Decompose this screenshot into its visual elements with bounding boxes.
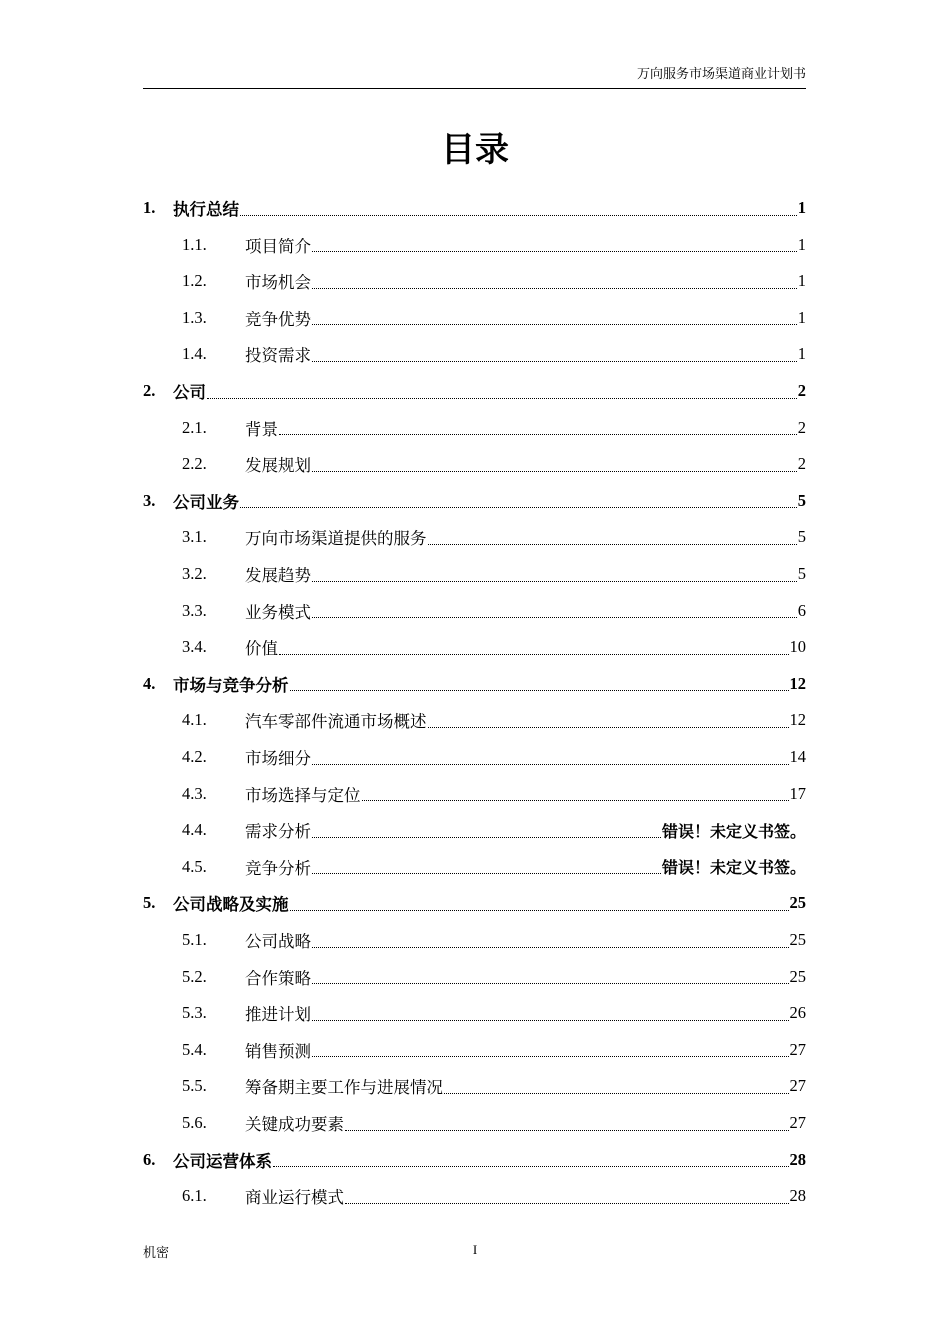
toc-entry-label: 发展规划 [245, 456, 311, 476]
toc-leader-dots [312, 251, 797, 252]
toc-leader-dots [312, 764, 789, 765]
toc-entry-page: 错误！未定义书签。 [661, 821, 806, 841]
toc-leader-dots [290, 910, 789, 911]
toc-leader-dots [312, 471, 797, 472]
toc-entry-page: 25 [789, 893, 806, 913]
toc-entry-label: 投资需求 [245, 346, 311, 366]
toc-entry-page: 1 [797, 307, 806, 327]
toc-entry[interactable] [143, 190, 806, 226]
toc-entry-label: 万向市场渠道提供的服务 [245, 529, 427, 549]
toc-entry-label: 公司战略及实施 [173, 895, 289, 915]
footer-confidential: 机密 [143, 1246, 170, 1261]
toc-entry[interactable] [143, 300, 806, 336]
toc-entry-number: 1.2. [182, 271, 207, 291]
toc-entry-label: 推进计划 [245, 1005, 311, 1025]
toc-entry-label: 市场与竞争分析 [173, 675, 289, 695]
toc-leader-dots [312, 361, 797, 362]
toc-entry-label: 公司业务 [173, 492, 239, 512]
toc-entry[interactable] [143, 410, 806, 446]
toc-entry[interactable] [143, 519, 806, 555]
toc-entry[interactable] [143, 812, 806, 848]
toc-leader-dots [312, 324, 797, 325]
toc-entry[interactable] [143, 556, 806, 592]
toc-entry-number: 3. [143, 490, 156, 510]
toc-entry-page: 5 [797, 490, 806, 510]
toc-entry[interactable] [143, 446, 806, 482]
toc-entry-label: 项目简介 [245, 236, 311, 256]
toc-entry[interactable] [143, 849, 806, 885]
toc-leader-dots [312, 617, 797, 618]
toc-entry-page: 1 [797, 198, 806, 217]
toc-leader-dots [345, 1130, 789, 1131]
toc-entry-page: 26 [789, 1003, 806, 1023]
toc-entry-number: 5.4. [182, 1039, 207, 1059]
toc-entry[interactable] [143, 922, 806, 958]
toc-entry-page: 2 [797, 417, 806, 437]
toc-entry-page: 1 [797, 234, 806, 254]
toc-entry-page: 5 [797, 527, 806, 547]
toc-entry[interactable] [143, 483, 806, 519]
toc-entry-number: 2.2. [182, 454, 207, 474]
toc-entry[interactable] [143, 702, 806, 738]
toc-leader-dots [312, 873, 661, 874]
toc-entry-page: 27 [789, 1076, 806, 1096]
toc-entry-page: 6 [797, 600, 806, 620]
toc-entry-label: 汽车零部件流通市场概述 [245, 712, 427, 732]
toc-entry-page: 25 [789, 930, 806, 949]
toc-entry-label: 发展趋势 [245, 566, 311, 585]
toc-entry-page: 10 [789, 637, 806, 657]
toc-leader-dots [312, 983, 789, 984]
toc-entry[interactable] [143, 666, 806, 702]
toc-leader-dots [312, 947, 789, 948]
toc-entry-label: 公司运营体系 [173, 1151, 272, 1171]
toc-entry-number: 4.1. [182, 710, 207, 730]
toc-entry-label: 市场细分 [245, 749, 311, 768]
toc-entry-label: 需求分析 [245, 822, 311, 842]
toc-entry-label: 市场选择与定位 [245, 785, 361, 805]
toc-entry-page: 28 [789, 1186, 806, 1206]
toc-entry-label: 筹备期主要工作与进展情况 [245, 1078, 443, 1098]
toc-leader-dots [428, 544, 797, 545]
toc-leader-dots [279, 434, 797, 435]
toc-entry[interactable] [143, 336, 806, 372]
header-title: 万向服务市场渠道商业计划书 [636, 67, 806, 82]
toc-entry-page: 28 [789, 1149, 806, 1169]
toc-leader-dots [312, 288, 797, 289]
toc-entry-label: 竞争分析 [245, 858, 311, 878]
toc-entry[interactable] [143, 593, 806, 629]
toc-entry[interactable] [143, 263, 806, 299]
toc-entry[interactable] [143, 885, 806, 921]
toc-entry-page: 27 [789, 1039, 806, 1059]
toc-entry-number: 3.2. [182, 564, 207, 583]
toc-entry[interactable] [143, 1142, 806, 1178]
toc-leader-dots [279, 654, 789, 655]
toc-entry-page: 错误！未定义书签。 [661, 858, 806, 878]
toc-entry[interactable] [143, 1032, 806, 1068]
toc-entry-number: 5.3. [182, 1003, 207, 1023]
toc-entry-label: 销售预测 [245, 1041, 311, 1061]
toc-entry-number: 4. [143, 673, 156, 693]
toc-entry[interactable] [143, 629, 806, 665]
toc-entry[interactable] [143, 959, 806, 995]
toc-entry-page: 5 [797, 564, 806, 583]
toc-entry-number: 3.4. [182, 637, 207, 657]
toc-entry-number: 4.3. [182, 783, 207, 803]
toc-entry-number: 1.4. [182, 344, 207, 364]
toc-entry-label: 执行总结 [173, 200, 239, 219]
toc-title: 目录 [441, 130, 509, 170]
toc-leader-dots [312, 837, 661, 838]
toc-entry-number: 6.1. [182, 1186, 207, 1206]
toc-leader-dots [273, 1166, 789, 1167]
toc-leader-dots [312, 1020, 789, 1021]
toc-leader-dots [207, 398, 797, 399]
toc-entry-page: 12 [789, 710, 806, 730]
toc-entry-number: 5.1. [182, 930, 207, 949]
toc-entry-label: 背景 [245, 419, 278, 439]
toc-entry[interactable] [143, 1178, 806, 1214]
toc-entry-label: 关键成功要素 [245, 1115, 344, 1134]
toc-entry-label: 市场机会 [245, 273, 311, 293]
toc-entry-label: 合作策略 [245, 968, 311, 988]
toc-entry-page: 2 [797, 381, 806, 400]
toc-leader-dots [312, 581, 797, 582]
toc-entry[interactable] [143, 1068, 806, 1104]
toc-leader-dots [362, 800, 789, 801]
toc-entry-number: 5. [143, 893, 156, 913]
toc-entry-number: 5.5. [182, 1076, 207, 1096]
toc-entry-number: 4.4. [182, 820, 207, 840]
toc-leader-dots [428, 727, 789, 728]
toc-entry-number: 5.2. [182, 966, 207, 986]
toc-entry-number: 3.3. [182, 600, 207, 620]
toc-entry[interactable] [143, 995, 806, 1031]
toc-entry-number: 5.6. [182, 1113, 207, 1132]
footer-page-number: I [472, 1242, 478, 1257]
toc-entry[interactable] [143, 373, 806, 409]
toc-entry-label: 业务模式 [245, 602, 311, 622]
toc-entry[interactable] [143, 739, 806, 775]
toc-entry[interactable] [143, 776, 806, 812]
toc-leader-dots [290, 690, 789, 691]
toc-entry-number: 1. [143, 198, 156, 217]
toc-entry-number: 1.1. [182, 234, 207, 254]
toc-entry[interactable] [143, 227, 806, 263]
toc-entry-page: 1 [797, 344, 806, 364]
toc-leader-dots [345, 1203, 789, 1204]
toc-leader-dots [240, 507, 797, 508]
toc-entry-page: 17 [789, 783, 806, 803]
page-header [143, 64, 806, 89]
toc-leader-dots [312, 1056, 789, 1057]
toc-entry-label: 价值 [245, 639, 278, 659]
toc-entry-label: 公司 [173, 383, 206, 402]
toc-entry-number: 4.5. [182, 856, 207, 876]
toc-entry-page: 2 [797, 454, 806, 474]
toc-entry-number: 6. [143, 1149, 156, 1169]
toc-leader-dots [444, 1093, 789, 1094]
toc-entry-number: 3.1. [182, 527, 207, 547]
toc-entry-number: 2. [143, 381, 156, 400]
toc-entry[interactable] [143, 1105, 806, 1141]
toc-entry-number: 2.1. [182, 417, 207, 437]
toc-leader-dots [240, 215, 797, 216]
toc-entry-page: 27 [789, 1113, 806, 1132]
toc-entry-number: 1.3. [182, 307, 207, 327]
toc-entry-label: 竞争优势 [245, 309, 311, 329]
toc-entry-page: 12 [789, 673, 806, 693]
toc-entry-page: 1 [797, 271, 806, 291]
toc-entry-number: 4.2. [182, 747, 207, 766]
toc-entry-page: 25 [789, 966, 806, 986]
toc-entry-label: 公司战略 [245, 932, 311, 951]
toc-entry-page: 14 [789, 747, 806, 766]
toc-entry-label: 商业运行模式 [245, 1188, 344, 1208]
